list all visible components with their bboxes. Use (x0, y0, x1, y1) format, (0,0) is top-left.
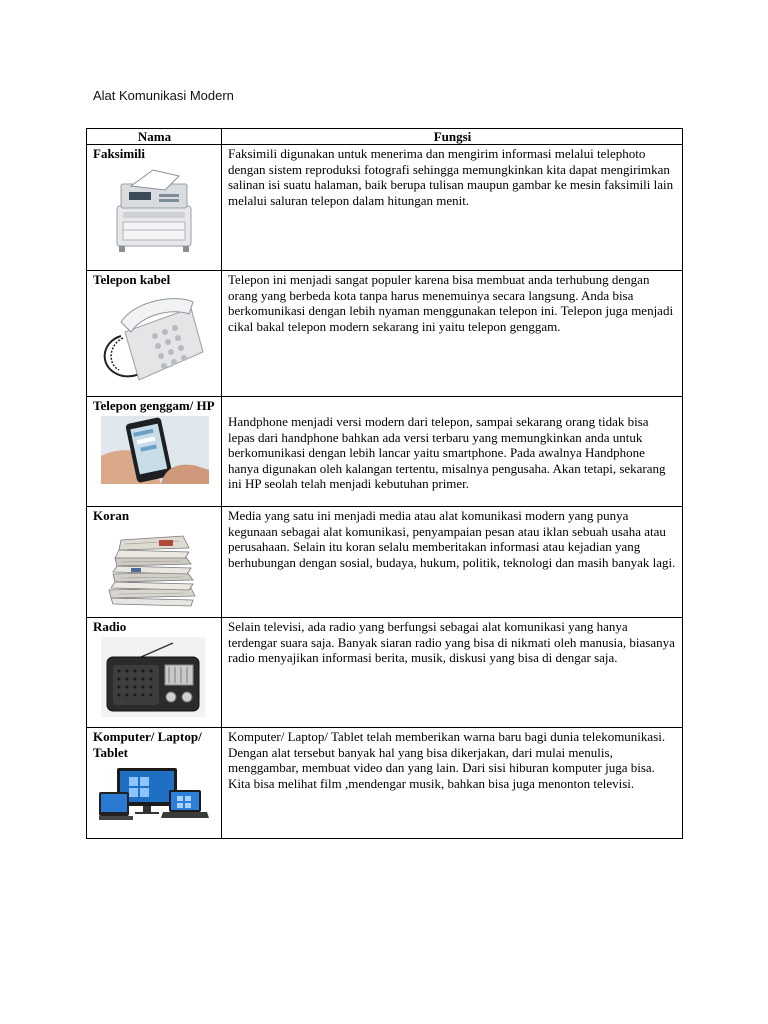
function-cell (222, 618, 683, 728)
device-name: Komputer/ Laptop/ Tablet (93, 729, 202, 760)
header-name: Nama (87, 129, 222, 145)
table-row (87, 271, 683, 397)
device-name: Radio (93, 619, 127, 634)
device-name: Telepon genggam/ HP (93, 398, 215, 413)
function-cell (222, 728, 683, 839)
table-row (87, 145, 683, 271)
device-description: Faksimili digunakan untuk menerima dan mengirim informasi melalui telephoto dengan sistem reproduksi fotografi sehingga memungkinkan kita dapat mengirimkan salinan isi suatu halaman, baik berupa tulisan maupun gambar ke mesin faksimili lain melalui saluran telepon dalam hitungan menit. (228, 146, 674, 208)
fax-machine-icon (109, 166, 199, 254)
device-name: Faksimili (93, 146, 146, 161)
function-cell (222, 145, 683, 271)
communication-devices-table (86, 128, 683, 839)
device-description: Komputer/ Laptop/ Tablet telah memberikan warna baru bagi dunia telekomunikasi. Dengan alat tersebut banyak hal yang bisa dikerjakan, dari mulai menulis, menggambar, membuat video dan yang lain. Dari sisi hiburan komputer juga bisa. Kita bisa melihat film ,mendengar musik, bahkan bisa juga menonton televisi. (228, 729, 666, 791)
name-cell (87, 271, 222, 397)
device-description: Handphone menjadi versi modern dari telepon, sampai sekarang orang tidak bisa lepas dari handphone bahkan ada versi terbaru yang memungkinkan anda untuk berkomunikasi dengan lebih lancar yaitu smartphone. Pada awalnya Handphone hanya digunakan oleh kalangan tertentu, misalnya pengusaha. Akan tetapi, sekarang ini HP seolah telah menjadi kebutuhan primer. (228, 414, 666, 491)
device-description: Telepon ini menjadi sangat populer karena bisa membuat anda terhubung dengan orang yang berbeda kota tanpa harus menemuinya secara langsung. Anda bisa berkomunikasi dengan lebih nyaman menggunakan telepon ini. Telepon juga menjadi cikal bakal telepon modern sekarang ini yaitu telepon genggam. (228, 272, 674, 334)
function-cell (222, 507, 683, 618)
radio-icon (101, 637, 205, 717)
name-cell (87, 507, 222, 618)
device-name: Koran (93, 508, 130, 523)
newspaper-stack-icon (105, 528, 201, 608)
table-row (87, 507, 683, 618)
function-cell (222, 271, 683, 397)
device-description: Media yang satu ini menjadi media atau alat komunikasi modern yang punya kegunaan sebagai alat komunikasi, penyampaian pesan atau iklan sebuah usaha atau perusahaan. Selain itu koran selalu memberitakan informasi atau kejadian yang berhubungan dengan sosial, budaya, hukum, politik, teknologi dan masih banyak lagi. (228, 508, 676, 570)
name-cell (87, 145, 222, 271)
function-cell (222, 397, 683, 507)
name-cell (87, 397, 222, 507)
table-header-row (87, 129, 683, 145)
name-cell (87, 728, 222, 839)
table-row (87, 397, 683, 507)
header-function: Fungsi (222, 129, 683, 145)
device-description: Selain televisi, ada radio yang berfungsi sebagai alat komunikasi yang hanya terdengar suara saja. Banyak siaran radio yang bisa di nikmati oleh manusia, biasanya radio menyajikan informasi berita, musik, diskusi yang bisa di dengar saja. (228, 619, 675, 665)
smartphone-icon (101, 416, 209, 484)
table-row (87, 728, 683, 839)
device-name: Telepon kabel (93, 272, 171, 287)
table-row (87, 618, 683, 728)
document-title: Alat Komunikasi Modern (93, 88, 234, 103)
computer-devices-icon (99, 768, 209, 822)
name-cell (87, 618, 222, 728)
corded-telephone-icon (95, 292, 207, 384)
